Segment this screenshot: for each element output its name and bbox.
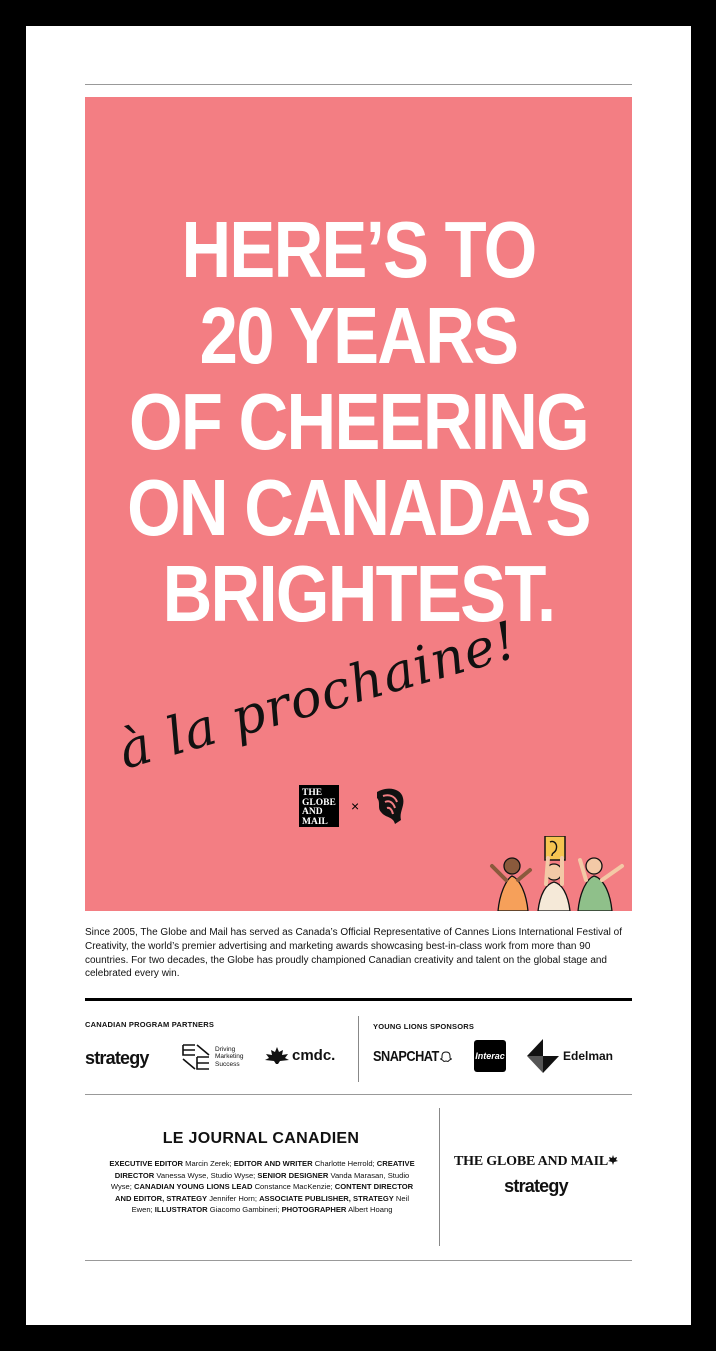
globe-and-mail-logo: THE GLOBE AND MAIL — [299, 785, 339, 827]
headline-line-2: 20 YEARS — [199, 291, 518, 380]
headline-line-4: ON CANADA’S — [127, 463, 590, 552]
credit-name: Vanda Marasan, Studio Wyse; — [110, 1170, 410, 1192]
credit-name: Vanessa Wyse, Studio Wyse; — [156, 1170, 256, 1180]
section-rule — [85, 998, 632, 1001]
globe-and-mail-wordmark: THE GLOBE AND MAIL — [436, 1154, 636, 1170]
headline-line-5: BRIGHTEST. — [162, 549, 555, 638]
credit-role: ILLUSTRATOR — [154, 1205, 208, 1215]
lion-head-icon — [371, 786, 407, 826]
credits-block — [106, 1158, 418, 1216]
ad-page — [26, 26, 691, 1325]
credit-entry — [155, 1205, 280, 1214]
cmdc-logo: cmdc. — [264, 1046, 335, 1064]
credit-entry — [134, 1182, 333, 1191]
ghost-icon — [440, 1051, 452, 1063]
top-rule — [85, 84, 632, 85]
edelman-logo: Edelman — [527, 1039, 613, 1073]
journal-title: LE JOURNAL CANADIEN — [162, 1130, 360, 1147]
acma-line-1: Driving — [215, 1045, 236, 1053]
script-text: à la prochaine! — [112, 610, 525, 782]
credit-name: Giacomo Gambineri; — [209, 1205, 280, 1215]
partner-logos-hero — [299, 785, 407, 827]
credit-name: Charlotte Herrold; — [314, 1159, 375, 1168]
credit-role: PHOTOGRAPHER — [281, 1205, 347, 1215]
hero-panel — [85, 97, 632, 911]
intro-paragraph: Since 2005, The Globe and Mail has served as Canada’s Official Representative of Cannes Lions International Festival of Creativity, the world’s premier advertising and marketing awards showcasing best-in-class work from more than 90 countries. For two decades, the Globe has proudly championed Canadian creativity and talent on the global stage and celebrated every win. — [85, 927, 622, 980]
strategy-wordmark: strategy — [504, 1176, 568, 1196]
credit-name: Constance MacKenzie; — [254, 1182, 333, 1192]
logo-separator: × — [351, 798, 360, 814]
young-lions-label: YOUNG LIONS SPONSORS — [373, 1022, 475, 1031]
credit-entry — [282, 1205, 393, 1214]
acma-logo — [181, 1043, 244, 1071]
acma-line-3: Success — [215, 1060, 240, 1068]
canadian-partners-label: CANADIAN PROGRAM PARTNERS — [85, 1020, 215, 1029]
credit-role: EDITOR AND WRITER — [233, 1159, 313, 1168]
bottom-rule — [85, 1260, 632, 1261]
cheering-people-icon — [482, 836, 632, 911]
credit-entry — [234, 1159, 375, 1168]
credit-name: Jennifer Horn; — [209, 1193, 257, 1203]
partners-divider — [358, 1016, 359, 1082]
acma-mark-icon — [181, 1043, 211, 1071]
headline-line-3: OF CHEERING — [129, 377, 588, 466]
credit-name: Albert Hoang — [348, 1205, 393, 1215]
credit-name: Marcin Zerek; — [185, 1159, 232, 1168]
snapchat-logo: SNAPCHAT — [373, 1048, 452, 1065]
credit-role: CONTENT DIRECTOR AND EDITOR, STRATEGY — [114, 1182, 414, 1203]
small-maple-leaf-icon — [608, 1155, 618, 1165]
credit-role: ASSOCIATE PUBLISHER, STRATEGY — [259, 1193, 394, 1203]
credit-role: SENIOR DESIGNER — [257, 1170, 329, 1180]
partners-bottom-rule — [85, 1094, 632, 1095]
credit-name: Neil Ewen; — [131, 1193, 410, 1215]
maple-leaf-icon — [264, 1046, 290, 1064]
credit-role: CREATIVE DIRECTOR — [114, 1159, 415, 1180]
credit-role: EXECUTIVE EDITOR — [109, 1159, 184, 1168]
strategy-logo: strategy — [85, 1048, 149, 1068]
credit-entry — [109, 1159, 231, 1168]
edelman-mark-icon — [527, 1039, 559, 1073]
interac-logo: Interac — [474, 1040, 506, 1072]
headline-line-1: HERE’S TO — [181, 205, 536, 294]
acma-line-2: Marketing — [215, 1053, 244, 1061]
credit-role: CANADIAN YOUNG LIONS LEAD — [134, 1182, 253, 1192]
